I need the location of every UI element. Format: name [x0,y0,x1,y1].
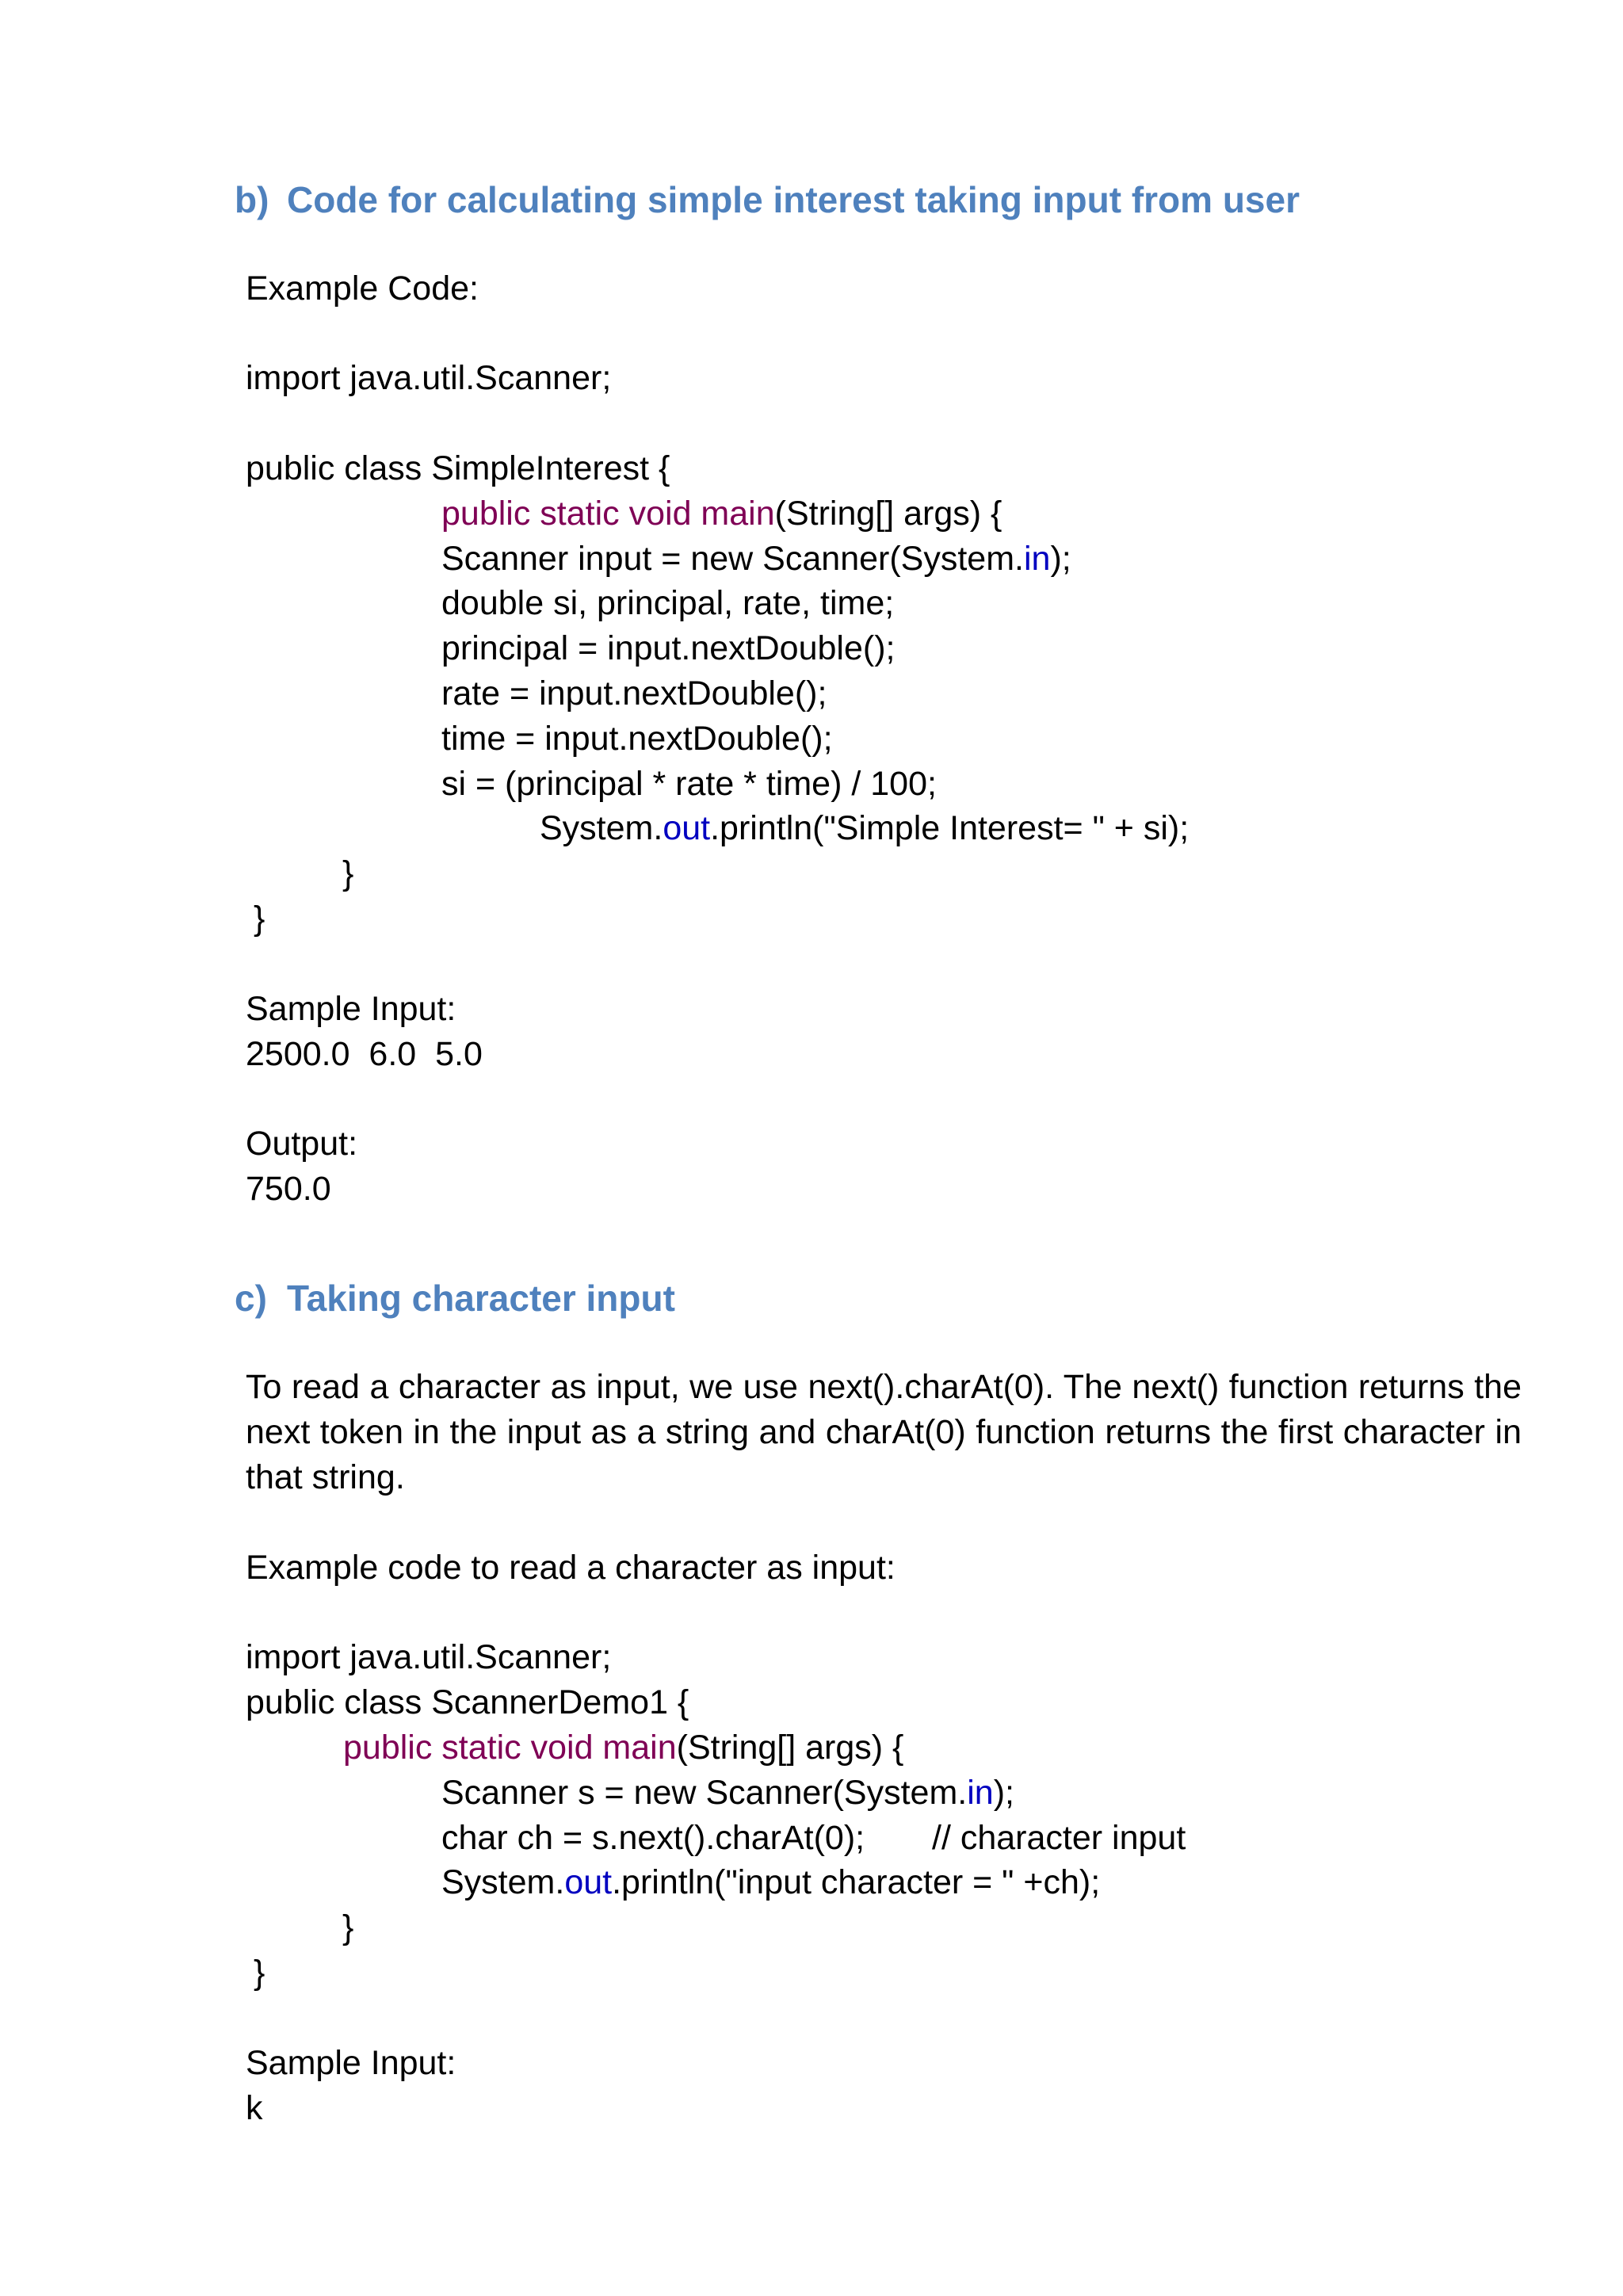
output-value: 750.0 [246,1170,331,1208]
code-scanner-post: ); [1050,540,1071,578]
code-main-rest: (String[] args) { [774,495,1002,533]
code2-char-line [441,1816,1313,1860]
sample-input-char-label: Sample Input: [246,2044,456,2082]
code2-close-method: } [342,1908,354,1946]
section-c-letter: c) [235,1278,267,1319]
code2-scanner-field: in [967,1774,994,1812]
example-code-label: Example Code: [246,269,479,308]
sample-input-value: 2500.0 6.0 5.0 [246,1035,483,1073]
code-main-line [441,491,1002,536]
code2-scanner-post: ); [993,1774,1014,1812]
code2-scanner-line [441,1771,1014,1815]
code2-main-keyword: public static void main [343,1729,677,1767]
code2-scanner-pre: Scanner s = new Scanner(System. [441,1774,968,1812]
code-print-line [540,806,1189,850]
code2-print-post: .println("input character = " +ch); [612,1863,1101,1901]
section-b-title: Code for calculating simple interest taking input from user [287,179,1300,220]
code-scanner-pre: Scanner input = new Scanner(System. [441,540,1024,578]
code2-print-pre: System. [441,1863,565,1901]
section-c-heading [235,1276,675,1320]
code-time-line: time = input.nextDouble(); [441,720,833,758]
code2-char-statement: char ch = s.next().charAt(0); [441,1819,865,1857]
section-c-paragraph: To read a character as input, we use next().charAt(0). The next() function returns the next token in the input as a string and charAt(0) function returns the first character in that string. [246,1368,1522,1496]
section-b-letter: b) [235,179,269,220]
code-print-pre: System. [540,809,663,847]
code-import-line: import java.util.Scanner; [246,359,612,397]
section-b-heading [235,178,1300,222]
section-c-title: Taking character input [287,1278,675,1319]
code2-close-class: } [254,1954,265,1992]
code2-class-line: public class ScannerDemo1 { [246,1683,689,1721]
example-code-char-label: Example code to read a character as input: [246,1549,896,1587]
code-close-class: } [254,900,265,938]
code-principal-line: principal = input.nextDouble(); [441,629,896,667]
code-print-field: out [663,809,711,847]
code2-import-line: import java.util.Scanner; [246,1638,612,1676]
code-print-post: .println("Simple Interest= " + si); [710,809,1190,847]
code-close-method: } [342,854,354,892]
output-label: Output: [246,1125,358,1163]
code-scanner-field: in [1023,540,1051,578]
code-decl-line: double si, principal, rate, time; [441,584,895,622]
sample-input-char-value: k [246,2089,263,2127]
code2-print-line [441,1860,1100,1904]
code2-char-comment: // character input [932,1819,1186,1857]
sample-input-label: Sample Input: [246,990,456,1028]
code-scanner-line [441,537,1071,581]
code-rate-line: rate = input.nextDouble(); [441,674,827,712]
code2-main-rest: (String[] args) { [676,1729,904,1767]
code2-print-field: out [564,1863,613,1901]
code-class-line: public class SimpleInterest { [246,449,670,487]
code-main-keyword: public static void main [441,495,775,533]
code-si-line: si = (principal * rate * time) / 100; [441,765,937,803]
code2-main-line [343,1725,903,1770]
